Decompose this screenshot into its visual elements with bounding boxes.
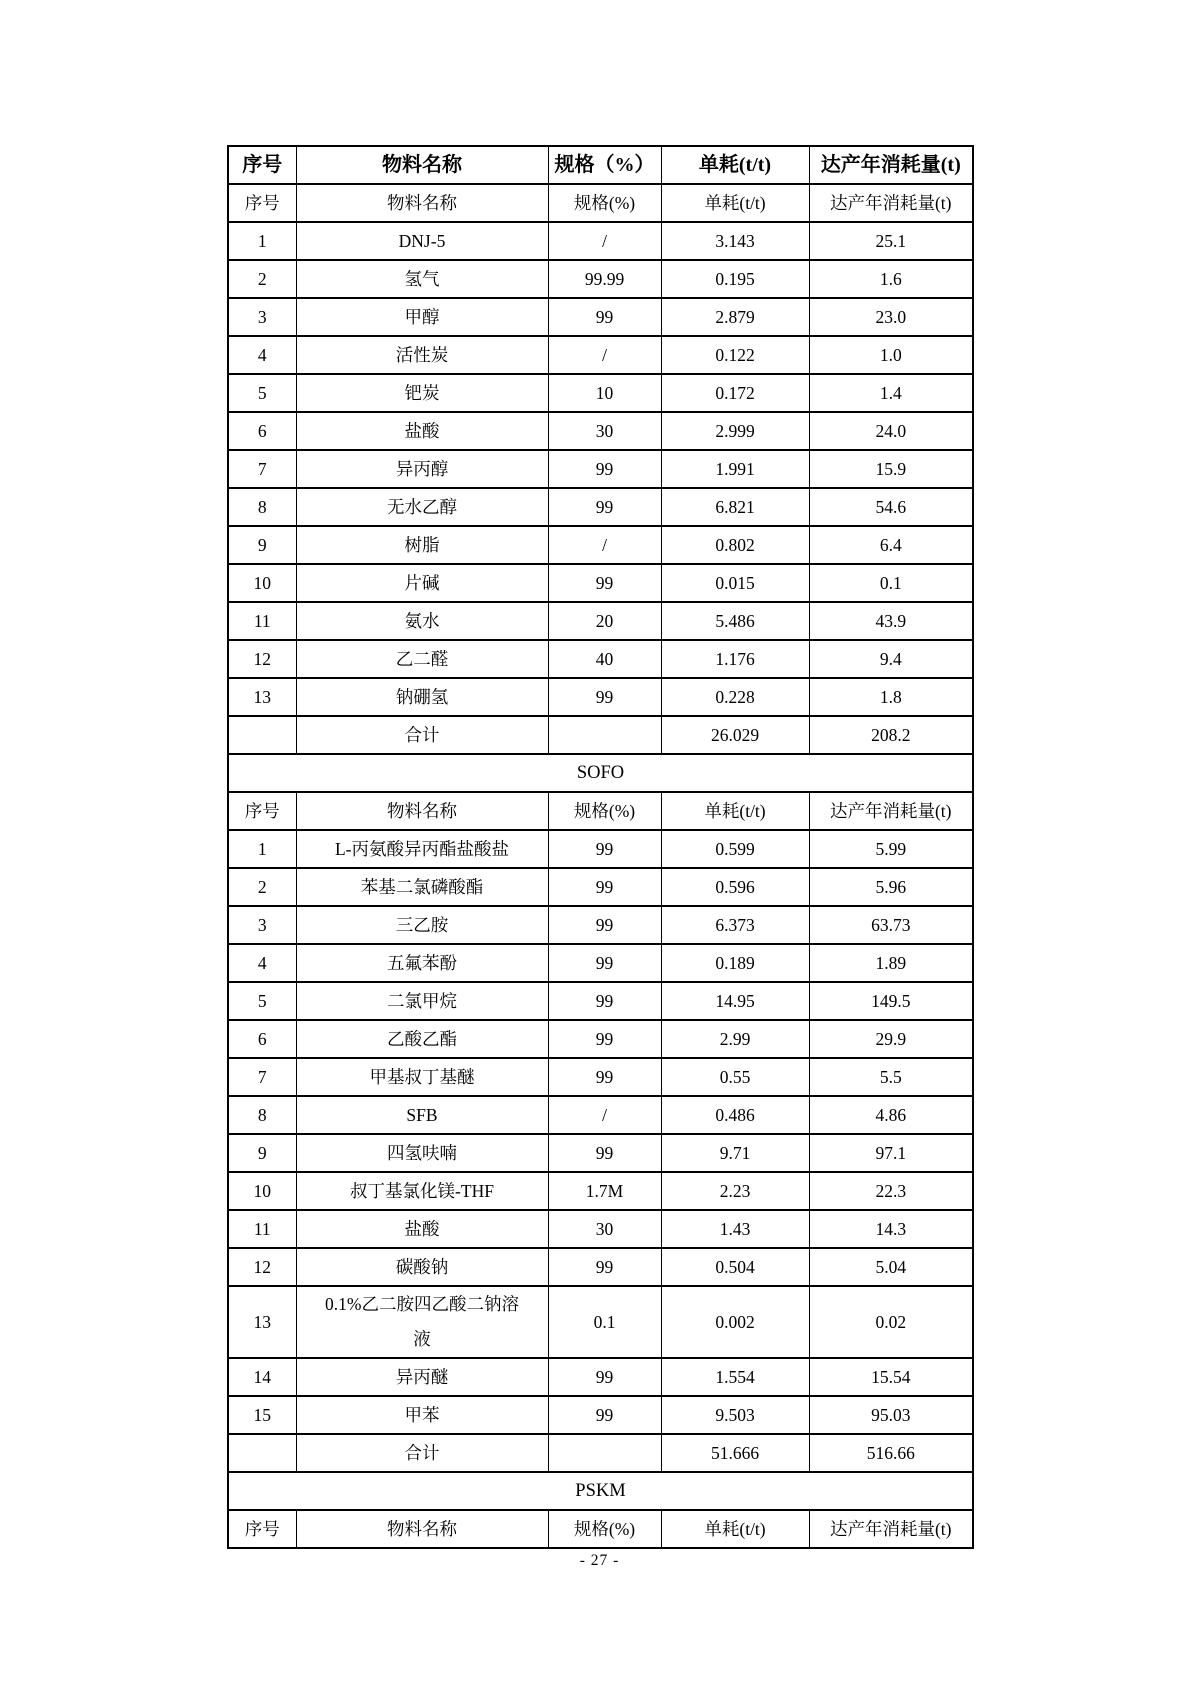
table-cell: 24.0 [809,412,973,450]
table-cell: 5.04 [809,1248,973,1286]
table-cell: 99 [548,1358,661,1396]
table-cell: / [548,336,661,374]
table-row [228,602,973,640]
table-cell: 4 [228,336,296,374]
table-cell: 99 [548,1134,661,1172]
table-cell: 8 [228,1096,296,1134]
table-row [228,222,973,260]
table-cell: 9.4 [809,640,973,678]
table-row [228,1210,973,1248]
table-cell: SFB [296,1096,548,1134]
table-cell: 51.666 [661,1434,809,1472]
section-title: SOFO [228,754,973,792]
table-cell: 5.96 [809,868,973,906]
table-cell: 54.6 [809,488,973,526]
table-cell: 0.195 [661,260,809,298]
table-cell: 30 [548,1210,661,1248]
table-cell: 1.6 [809,260,973,298]
table-cell: 15.9 [809,450,973,488]
table-cell: 7 [228,450,296,488]
table-cell: 规格(%) [548,1510,661,1548]
table-cell: 4 [228,944,296,982]
table-cell: 合计 [296,716,548,754]
table-cell: 5.99 [809,830,973,868]
table-row [228,678,973,716]
table-cell: 0.802 [661,526,809,564]
section-title-row [228,1472,973,1510]
table-row [228,450,973,488]
table-row [228,640,973,678]
table-cell: 2.23 [661,1172,809,1210]
table-row [228,488,973,526]
table-cell: 99 [548,1020,661,1058]
table-cell: 达产年消耗量(t) [809,1510,973,1548]
table-cell: 12 [228,1248,296,1286]
table-cell: 5 [228,374,296,412]
table-cell: 0.189 [661,944,809,982]
table-cell: 0.172 [661,374,809,412]
table-cell: / [548,1096,661,1134]
table-cell: 0.122 [661,336,809,374]
table-cell: 6.4 [809,526,973,564]
table-cell: 14 [228,1358,296,1396]
table-cell: 99 [548,868,661,906]
table-cell: 单耗(t/t) [661,1510,809,1548]
table-cell: 7 [228,1058,296,1096]
table-cell: 2.879 [661,298,809,336]
table-cell: 达产年消耗量(t) [809,146,973,184]
table-cell: 6.373 [661,906,809,944]
table-cell: 叔丁基氯化镁-THF [296,1172,548,1210]
table-cell: 40 [548,640,661,678]
table-row [228,1396,973,1434]
table-cell: 99 [548,1396,661,1434]
table-cell: 甲苯 [296,1396,548,1434]
table-row [228,336,973,374]
table-cell: 8 [228,488,296,526]
table-cell: 1.176 [661,640,809,678]
table-cell: 3 [228,906,296,944]
table-cell: 2.99 [661,1020,809,1058]
table-row [228,1248,973,1286]
table-cell: 甲基叔丁基醚 [296,1058,548,1096]
table-row [228,1172,973,1210]
table-cell: 0.596 [661,868,809,906]
table-cell: 10 [548,374,661,412]
table-cell: 0.1%乙二胺四乙酸二钠溶液 [296,1286,548,1358]
table-cell: 99 [548,982,661,1020]
section-header-row [228,792,973,830]
table-cell: 4.86 [809,1096,973,1134]
table-cell: 99 [548,450,661,488]
total-row [228,716,973,754]
table-cell: 99 [548,944,661,982]
table-cell: 1.991 [661,450,809,488]
table-cell: 5.5 [809,1058,973,1096]
table-cell [548,716,661,754]
table-cell: / [548,526,661,564]
table-cell: 0.1 [548,1286,661,1358]
table-row [228,1058,973,1096]
table-cell: 四氢呋喃 [296,1134,548,1172]
table-cell: 1 [228,222,296,260]
table-row [228,868,973,906]
table-cell: 2 [228,868,296,906]
table-cell: 盐酸 [296,412,548,450]
table-cell: 规格（%） [548,146,661,184]
table-cell: 盐酸 [296,1210,548,1248]
table-cell: 25.1 [809,222,973,260]
table-cell: 14.3 [809,1210,973,1248]
table-row [228,412,973,450]
table-cell: 钠硼氢 [296,678,548,716]
table-cell: 碳酸钠 [296,1248,548,1286]
table-cell: 氢气 [296,260,548,298]
section-title-row [228,754,973,792]
table-cell: 10 [228,564,296,602]
table-cell: 0.002 [661,1286,809,1358]
table-cell: 99 [548,1058,661,1096]
table-cell: 片碱 [296,564,548,602]
table-cell: 97.1 [809,1134,973,1172]
table-cell: 99 [548,298,661,336]
materials-table [227,145,974,1549]
table-cell: 3.143 [661,222,809,260]
table-cell: 1.89 [809,944,973,982]
table-row [228,906,973,944]
table-cell: 达产年消耗量(t) [809,792,973,830]
table-cell: 43.9 [809,602,973,640]
table-row [228,1134,973,1172]
table-cell: 物料名称 [296,184,548,222]
table-cell: 29.9 [809,1020,973,1058]
table-header-row [228,146,973,184]
table-cell: DNJ-5 [296,222,548,260]
table-cell: 1.7M [548,1172,661,1210]
table-row [228,298,973,336]
table-row [228,1286,973,1358]
table-row [228,982,973,1020]
table-cell: 9 [228,1134,296,1172]
table-cell: 单耗(t/t) [661,146,809,184]
table-cell: 149.5 [809,982,973,1020]
table-cell: 1.8 [809,678,973,716]
table-cell: 2 [228,260,296,298]
materials-table-body [228,146,973,1548]
table-cell: 99 [548,906,661,944]
table-cell [228,716,296,754]
table-cell: 无水乙醇 [296,488,548,526]
table-cell: 树脂 [296,526,548,564]
table-cell: 12 [228,640,296,678]
section-header-row [228,1510,973,1548]
table-cell: 15.54 [809,1358,973,1396]
table-cell: 1.0 [809,336,973,374]
table-cell: 99 [548,1248,661,1286]
table-cell: 23.0 [809,298,973,336]
table-cell: 0.228 [661,678,809,716]
table-cell: 0.504 [661,1248,809,1286]
table-cell: 序号 [228,792,296,830]
table-cell: 1 [228,830,296,868]
table-cell: 6.821 [661,488,809,526]
table-cell: 单耗(t/t) [661,792,809,830]
table-cell: 20 [548,602,661,640]
table-cell: 苯基二氯磷酸酯 [296,868,548,906]
table-cell: 9 [228,526,296,564]
table-cell: 3 [228,298,296,336]
table-cell: 三乙胺 [296,906,548,944]
table-cell: 26.029 [661,716,809,754]
table-cell: 13 [228,678,296,716]
table-cell: 单耗(t/t) [661,184,809,222]
table-cell: 15 [228,1396,296,1434]
table-cell: 2.999 [661,412,809,450]
table-cell: 氨水 [296,602,548,640]
table-cell: 1.554 [661,1358,809,1396]
table-cell: 甲醇 [296,298,548,336]
table-cell: 0.55 [661,1058,809,1096]
table-cell: 物料名称 [296,1510,548,1548]
page-number: - 27 - [579,1552,620,1569]
table-cell: 30 [548,412,661,450]
table-row [228,564,973,602]
table-cell: / [548,222,661,260]
table-cell: 乙二醛 [296,640,548,678]
table-cell: 物料名称 [296,792,548,830]
table-cell: 95.03 [809,1396,973,1434]
table-cell: 序号 [228,184,296,222]
total-row [228,1434,973,1472]
table-cell: 11 [228,602,296,640]
table-row [228,260,973,298]
table-cell: 99 [548,564,661,602]
table-cell: L-丙氨酸异丙酯盐酸盐 [296,830,548,868]
table-cell: 6 [228,412,296,450]
section-title: PSKM [228,1472,973,1510]
table-cell: 5.486 [661,602,809,640]
table-cell: 物料名称 [296,146,548,184]
table-cell: 13 [228,1286,296,1358]
table-cell: 9.71 [661,1134,809,1172]
table-cell: 异丙醇 [296,450,548,488]
table-cell: 63.73 [809,906,973,944]
table-cell: 钯炭 [296,374,548,412]
table-cell: 14.95 [661,982,809,1020]
table-cell: 99 [548,678,661,716]
table-cell: 0.1 [809,564,973,602]
table-row [228,944,973,982]
table-cell: 活性炭 [296,336,548,374]
section-header-row [228,184,973,222]
table-cell: 规格(%) [548,184,661,222]
table-cell: 0.02 [809,1286,973,1358]
table-row [228,1358,973,1396]
table-cell: 0.015 [661,564,809,602]
table-row [228,526,973,564]
table-cell: 11 [228,1210,296,1248]
table-cell: 五氟苯酚 [296,944,548,982]
table-cell: 516.66 [809,1434,973,1472]
table-row [228,830,973,868]
table-cell: 22.3 [809,1172,973,1210]
table-cell: 208.2 [809,716,973,754]
table-cell: 10 [228,1172,296,1210]
table-cell: 99 [548,488,661,526]
table-cell [548,1434,661,1472]
table-row [228,1096,973,1134]
table-cell: 6 [228,1020,296,1058]
table-cell: 99.99 [548,260,661,298]
table-cell: 9.503 [661,1396,809,1434]
table-cell: 二氯甲烷 [296,982,548,1020]
table-cell: 1.4 [809,374,973,412]
table-cell: 达产年消耗量(t) [809,184,973,222]
table-cell: 异丙醚 [296,1358,548,1396]
table-cell: 99 [548,830,661,868]
table-cell: 序号 [228,146,296,184]
table-cell: 乙酸乙酯 [296,1020,548,1058]
table-row [228,1020,973,1058]
table-cell: 0.486 [661,1096,809,1134]
table-row [228,374,973,412]
table-cell: 规格(%) [548,792,661,830]
table-cell [228,1434,296,1472]
table-cell: 合计 [296,1434,548,1472]
table-cell: 0.599 [661,830,809,868]
table-cell: 序号 [228,1510,296,1548]
table-cell: 5 [228,982,296,1020]
table-cell: 1.43 [661,1210,809,1248]
